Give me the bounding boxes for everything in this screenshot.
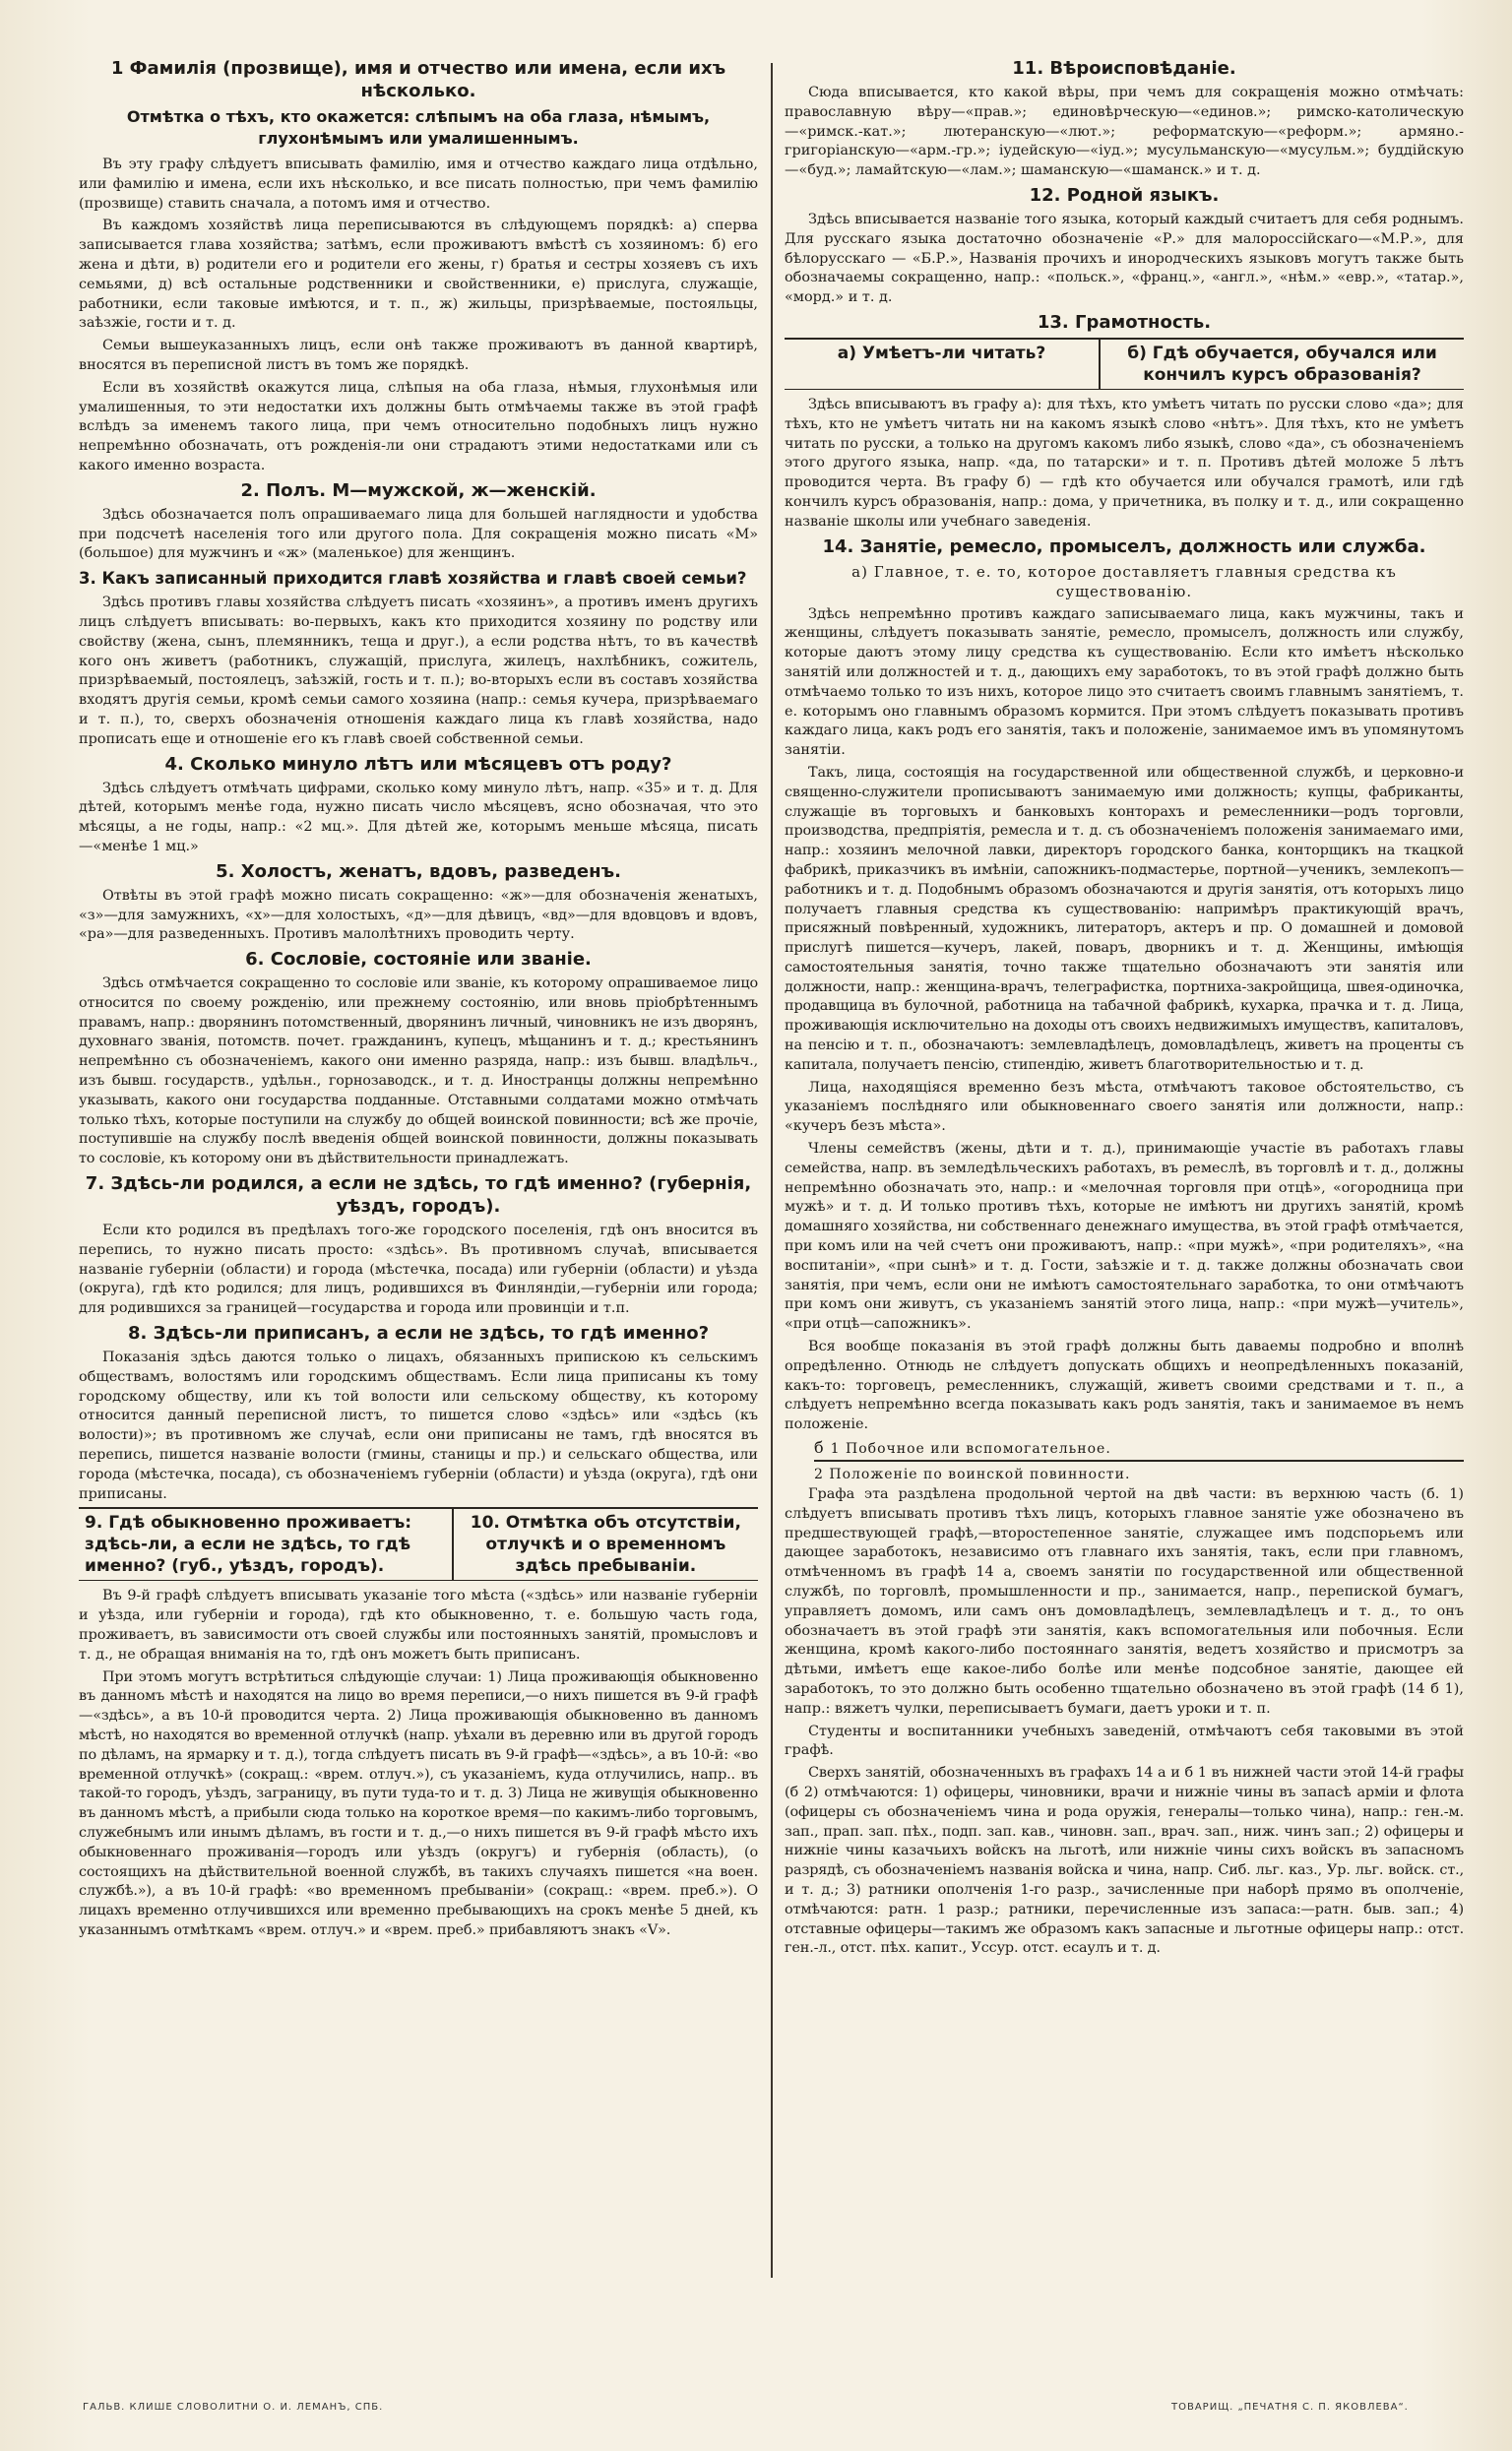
section-2-paragraph: Здѣсь обозначается полъ опрашиваемаго лица для большей наглядности и удобства при подсчетѣ населенія того или другого пола. Для сокращенія можно писать «М» (большое) для мужчинъ и «ж» (маленькое) для женщинъ.: [79, 506, 758, 562]
section-3-title: 3. Какъ записанный приходится главѣ хозяйства и главѣ своей семьи?: [79, 569, 747, 589]
section-1-paragraph: Въ эту графу слѣдуетъ вписывать фамилію, имя и отчество каждаго лица отдѣльно, или фамилію и имена, если ихъ нѣсколько, и все писать полностью, при чемъ фамилію (прозвище) ставить сначала, а потомъ имя и отчество.: [79, 157, 758, 212]
sections-9-10-header: [79, 1507, 758, 1581]
section-13-title: 13. Грамотность.: [1037, 311, 1212, 333]
section-12-paragraph: Здѣсь вписывается названіе того языка, который каждый считаетъ для себя роднымъ. Для русскаго языка достаточно обозначеніе «Р.» для малороссійскаго—«М.Р.», для бѣлорусскаго — «Б.Р.», Названія прочихъ и инородческихъ языковъ могутъ также быть обозначаемы сокращенно, напр.: «польск.», «франц.», «англ.», «нѣм.» «евр.», «татар.», «морд.» и т. д.: [785, 211, 1464, 306]
section-7-paragraph: Если кто родился въ предѣлахъ того-же городского поселенія, гдѣ онъ вносится въ перепись, то нужно писать просто: «здѣсь». Въ противномъ случаѣ, вписывается названіе губерніи (области) и города (мѣстечка, посада) или губерніи (области) и уѣзда (округа), гдѣ кто родился; для лицъ, родившихся въ Финляндіи,—губерніи или города; для родившихся за границей—государства и города или провинціи и т.п.: [79, 1223, 758, 1317]
section-14b1-title: 1 Побочное или вспомогательное.: [830, 1441, 1111, 1458]
section-5-title: 5. Холостъ, женатъ, вдовъ, разведенъ.: [216, 860, 621, 882]
section-10-title: 10. Отмѣтка объ отсутствіи, отлучкѣ и о временномъ здѣсь пребываніи.: [470, 1513, 741, 1577]
section-14b-paragraph: Графа эта раздѣлена продольной чертой на двѣ части: въ верхнюю часть (б. 1) слѣдуетъ вписывать противъ тѣхъ лицъ, которыхъ главное занятіе уже обозначено въ предшествующей графѣ,—второстепенное занятіе, служащее имъ подспорьемъ или дающее заработокъ, независимо отъ главнаго ихъ занятія, такъ, если при главномъ, отмѣченномъ въ графѣ 14 а, своемъ занятіи по государственной или общественной службѣ, по торговлѣ, промышленности и пр., занимается, напр., перепиской бумагъ, управляетъ домомъ, или самъ онъ домовладѣлецъ, землевладѣлецъ и т. д., то онъ обозначаетъ въ этой графѣ эти занятія, какъ вспомогательныя или побочныя. Если женщина, кромѣ какого-либо постояннаго занятія, ведетъ хозяйство и присмотръ за дѣтьми, имѣетъ еще какое-либо болѣе или менѣе подсобное занятіе, дающее ей заработокъ, то это должно быть особенно тщательно обозначено въ этой графѣ (14 б 1), напр.: вяжетъ чулки, переписываетъ бумаги, даетъ уроки и т. п.: [785, 1486, 1464, 1717]
section-14b-paragraph: Студенты и воспитанники учебныхъ заведеній, отмѣчаютъ себя таковыми въ этой графѣ.: [785, 1723, 1464, 1759]
section-6-title: 6. Сословіе, состояніе или званіе.: [245, 949, 592, 971]
section-1-title: 1 Фамилія (прозвище), имя и отчество или имена, если ихъ нѣсколько.: [110, 58, 726, 101]
section-14-title: 14. Занятіе, ремесло, промыселъ, должность или служба.: [822, 535, 1426, 557]
section-1-note: Отмѣтка о тѣхъ, кто окажется: слѣпымъ на оба глаза, нѣмымъ, глухонѣмымъ или умалишеннымъ.: [126, 107, 711, 148]
section-14-paragraph: Члены семействъ (жены, дѣти и т. д.), принимающіе участіе въ работахъ главы семейства, напр. въ земледѣльческихъ работахъ, въ ремеслѣ, въ торговлѣ и т. д., должны непремѣнно обозначать это, напр.: и «мелочная торговля при отцѣ», «огородница при мужѣ» и т. д. И только противъ тѣхъ, которые не имѣютъ ни другихъ занятій, кромѣ домашняго хозяйства, ни собственнаго денежнаго имущества, въ этой графѣ отмѣчается, при комъ или на чей счетъ они проживаютъ, напр.: «при мужѣ», «при родителяхъ», «на воспитаніи», «при сынѣ» и т. д. Гости, заѣзжіе и т. д. также должны обозначать свои занятія, при чемъ, если они не имѣютъ самостоятельнаго заработка, то они отмѣчаютъ при комъ они живутъ, съ указаніемъ занятій этого лица, напр.: «при мужѣ—учитель», «при отцѣ—сапожникъ».: [785, 1141, 1464, 1333]
section-6-paragraph: Здѣсь отмѣчается сокращенно то сословіе или званіе, къ которому опрашиваемое лицо относится по своему рожденію, или прежнему состоянію, или вновь пріобрѣтеннымъ правамъ, напр.: дворянинъ потомственный, дворянинъ личный, чиновникъ не изъ дворянъ, духовнаго званія, потомств. почет. гражданинъ, купецъ, мѣщанинъ и т. д.; крестьянинъ непремѣнно съ обозначеніемъ, какого они именно разряда, напр.: изъ бывш. владѣльч., изъ бывш. государств., удѣльн., горнозаводск., и т. д. Иностранцы должны непремѣнно указывать, какого они государства подданные. Отставными солдатами можно отмѣчать только тѣхъ, которые поступили на службу до общей воинской повинности; всѣ же прочіе, поступившіе на службу послѣ введенія общей воинской повинности, должны показывать то сословіе, къ которому они въ дѣйствительности принадлежатъ.: [79, 975, 758, 1167]
section-1-paragraph: Семьи вышеуказанныхъ лицъ, если онѣ также проживаютъ въ данной квартирѣ, вносятся въ переписной листъ въ томъ же порядкѣ.: [79, 338, 758, 373]
section-13b-title: б) Гдѣ обучается, обучался или кончилъ курсъ образованія?: [1127, 343, 1437, 385]
section-14-paragraph: Лица, находящіяся временно безъ мѣста, отмѣчаютъ таковое обстоятельство, съ указаніемъ послѣдняго или обыкновеннаго своего занятія или должности, напр.: «кучеръ безъ мѣста».: [785, 1079, 1464, 1135]
section-5-paragraph: Отвѣты въ этой графѣ можно писать сокращенно: «ж»—для обозначенія женатыхъ, «з»—для замужнихъ, «х»—для холостыхъ, «д»—для дѣвицъ, «вд»—для вдовцовъ и вдовъ, «ра»—для разведенныхъ. Противъ малолѣтнихъ проводить черту.: [79, 887, 758, 943]
section-14b-index: б: [814, 1438, 825, 1458]
section-8-title: 8. Здѣсь-ли приписанъ, а если не здѣсь, то гдѣ именно?: [127, 1323, 710, 1345]
section-14b2-title: 2 Положеніе по воинской повинности.: [814, 1467, 1131, 1483]
section-14b-header: [814, 1439, 1464, 1483]
section-14b-paragraph: Сверхъ занятій, обозначенныхъ въ графахъ 14 а и б 1 въ нижней части этой 14-й графы (б 2) отмѣчаются: 1) офицеры, чиновники, врачи и нижніе чины въ запасѣ арміи и флота (офицеры съ обозначеніемъ чина и рода оружія, генералы—только чина), напр.: ген.-м. зап., прап. зап. пѣх., подп. зап. кав., чиновн. зап., врач. зап., ниж. чинъ зап.; 2) офицеры и нижніе чины казачьихъ войскъ на льготѣ, или нижніе чины сихъ войскъ въ запасномъ разрядѣ, съ обозначеніемъ названія войска и чина, напр. Сиб. льг. каз., Ур. льг. войск. ст., и т. д.; 3) ратники ополченія 1-го разр., зачисленные при наборѣ прямо въ ополченіе, отмѣчаются: ратн. 1 разр.; ратники, перечисленные изъ запаса:—ратн. быв. зап.; 4) отставные офицеры—такимъ же образомъ какъ запасные и льготные офицеры напр.: отст. ген.-л., отст. пѣх. капит., Уссур. отст. есаулъ и т. д.: [785, 1765, 1464, 1957]
section-1-paragraph: Въ каждомъ хозяйствѣ лица переписываются въ слѣдующемъ порядкѣ: а) сперва записывается глава хозяйства; затѣмъ, если проживаютъ вмѣстѣ съ хозяиномъ: б) его жена и дѣти, в) родители его и родители его жены, г) братья и сестры хозяевъ съ ихъ семьями, д) всѣ остальные родственники и свойственники, е) прислуга, служащіе, работники, если таковые имѣются, и т. п., ж) жильцы, призрѣваемые, постояльцы, заѣзжіе, гости и т. д.: [79, 218, 758, 332]
column-divider: [771, 63, 773, 2278]
section-1-paragraph: Если въ хозяйствѣ окажутся лица, слѣпыя на оба глаза, нѣмыя, глухонѣмыя или умалишенныя, то эти недостатки ихъ должны быть отмѣчаемы также въ этой графѣ вслѣдъ за именемъ такого лица, при чемъ относительно подобныхъ лицъ нужно непремѣнно обозначать, отъ рожденія-ли они страдаютъ этими недостатками или съ какого именно возраста.: [79, 379, 758, 473]
section-4-title: 4. Сколько минуло лѣтъ или мѣсяцевъ отъ роду?: [164, 753, 672, 775]
section-2-title: 2. Полъ. М—мужской, ж—женскій.: [240, 479, 597, 501]
section-4-paragraph: Здѣсь слѣдуетъ отмѣчать цифрами, сколько кому минуло лѣтъ, напр. «35» и т. д. Для дѣтей, которымъ менѣе года, нужно писать число мѣсяцевъ, ясно обозначая, что это мѣсяцы, а не годы, напр.: «2 мц.». Для дѣтей же, которымъ меньше мѣсяца, писать—«менѣе 1 мц.»: [79, 780, 758, 854]
section-7-title: 7. Здѣсь-ли родился, а если не здѣсь, то гдѣ именно? (губернія, уѣздъ, городъ).: [85, 1173, 752, 1218]
section-8-paragraph: Показанія здѣсь даются только о лицахъ, обязанныхъ припискою къ сельскимъ обществамъ, волостямъ или городскимъ обществамъ. Если лица приписаны къ тому городскому обществу, или къ той волости или сельскому обществу, къ которому относится данный переписной листъ, то пишется слово «здѣсь» или «здѣсь (къ волости)»; въ противномъ же случаѣ, если они приписаны не тамъ, гдѣ вносятся въ перепись, пишется названіе волости (гмины, станицы и пр.) и сельскаго общества, или города (мѣстечка, посада), съ обозначеніемъ губерніи (области) и уѣзда (округа), гдѣ они приписаны.: [79, 1350, 758, 1502]
section-14a-subtitle: а) Главное, т. е. то, которое доставляетъ главныя средства къ существованію.: [851, 562, 1397, 600]
section-14-paragraph: Вся вообще показанія въ этой графѣ должны быть даваемы подробно и вполнѣ опредѣленно. Отнюдь не слѣдуетъ допускать общихъ и неопредѣленныхъ показаній, какъ-то: торговецъ, ремесленникъ, служащій, живетъ своими средствами и т. п., а слѣдуетъ непремѣнно всегда показывать какъ родъ занятія, такъ и занимаемое въ немъ положеніе.: [785, 1339, 1464, 1433]
right-column: [785, 57, 1464, 1962]
section-11-paragraph: Сюда вписывается, кто какой вѣры, при чемъ для сокращенія можно отмѣчать: православную вѣру—«прав.»; единовѣрческую—«единов.»; римско-католическую—«римск.-кат.»; лютеранскую—«лют.»; реформатскую—«реформ.»; армяно.-григоріанскую—«арм.-гр.»; іудейскую—«іуд.»; мусульманскую—«мусульм.»; буддійскую—«буд.»; ламайтскую—«лам.»; шаманскую—«шаманск.» и т. д.: [785, 85, 1464, 179]
section-9-10-paragraph: При этомъ могутъ встрѣтиться слѣдующіе случаи: 1) Лица проживающія обыкновенно въ данномъ мѣстѣ и находятся на лицо во время переписи,—о нихъ пишется въ 9-й графѣ—«здѣсь», а въ 10-й проводится черта. 2) Лица проживающія обыкновенно въ данномъ мѣстѣ, но находятся во временной отлучкѣ (напр. уѣхали въ деревню или въ другой городъ по дѣламъ, на ярмарку и т. д.), тогда слѣдуетъ писать въ 9-й графѣ—«здѣсь», а въ 10-й: «во временной отлучкѣ» (сокращ.: «врем. отлуч.»), съ указаніемъ, куда отлучились, напр.. въ такой-то городъ, уѣздъ, заграницу, въ пути туда-то и т. д. 3) Лица не живущія обыкновенно въ данномъ мѣстѣ, а прибыли сюда только на короткое время—по какимъ-либо торговымъ, служебнымъ или инымъ дѣламъ, въ гости и т. д.,—о нихъ пишется въ 9-й графѣ мѣсто ихъ обыкновеннаго проживанія—городъ или уѣздъ (округъ) и губернія (область), (о состоящихъ на дѣйствительной военной службѣ, въ такихъ случаяхъ пишется «на воен. службѣ.»), а въ 10-й графѣ: «во временномъ пребываніи» (сокращ.: «врем. преб.»). О лицахъ временно отлучившихся или временно пребывающихъ на срокъ менѣе 5 дней, къ указаннымъ отмѣткамъ «врем. отлуч.» и «врем. преб.» прибавляютъ знакъ «V».: [79, 1668, 758, 1938]
section-3-paragraph: Здѣсь противъ главы хозяйства слѣдуетъ писать «хозяинъ», а противъ именъ другихъ лицъ слѣдуетъ вписывать: во-первыхъ, какъ кто приходится хозяину по родству или свойству (жена, сынъ, племянникъ, теща и друг.), а если родства нѣтъ, то въ качествѣ кого онъ живетъ (работникъ, служащій, прислуга, жилецъ, нахлѣбникъ, сожитель, призрѣваемый, постоялецъ, заѣзжій, гость и т. п.); во-вторыхъ если въ составъ хозяйства входятъ другія семьи, кромѣ семьи самого хозяина (напр.: семья кучера, призрѣваемаго и т. п.), то, сверхъ обозначенія отношенія каждаго лица къ главѣ хозяйства, надо прописать еще и отношеніе его къ главѣ своей собственной семьи.: [79, 595, 758, 747]
section-14-paragraph: Здѣсь непремѣнно противъ каждаго записываемаго лица, какъ мужчины, такъ и женщины, слѣдуетъ показывать занятіе, ремесло, промыселъ, должность или службу, которые даютъ этому лицу средства къ существованію. Если кто имѣетъ нѣсколько занятій или должностей и т. д., дающихъ ему заработокъ, то въ этой графѣ должно быть отмѣчаемо только то изъ нихъ, которое лицо это считаетъ своимъ главнымъ занятіемъ, т. е. которымъ оно главнымъ образомъ кормится. При этомъ слѣдуетъ показывать противъ каждаго лица, какъ родъ его занятія, такъ и положеніе, занимаемое имъ въ упомянутомъ занятіи.: [785, 605, 1464, 759]
printer-credit-right: ТОВАРИЩ. „ПЕЧАТНЯ С. П. ЯКОВЛЕВА“.: [1171, 2402, 1409, 2413]
printer-credit-left: ГАЛЬВ. КЛИШЕ СЛОВОЛИТНИ О. И. ЛЕМАНЪ, СПБ.: [83, 2402, 384, 2413]
section-13a-title: а) Умѣетъ-ли читать?: [785, 340, 1101, 389]
section-12-title: 12. Родной языкъ.: [1029, 184, 1220, 206]
section-9-10-paragraph: Въ 9-й графѣ слѣдуетъ вписывать указаніе того мѣста («здѣсь» или названіе губерніи и уѣзда, или губерніи и города), гдѣ кто обыкновенно, т. е. большую часть года, проживаетъ, въ зависимости отъ своей службы или постоянныхъ занятій, промысловъ и т. д., не обращая вниманія на то, гдѣ онъ можетъ быть приписанъ.: [79, 1588, 758, 1663]
section-11-title: 11. Вѣроисповѣданіе.: [1012, 58, 1236, 79]
section-14-paragraph: Такъ, лица, состоящія на государственной или общественной службѣ, и церковно-и священно-служители прописываютъ занимаемую ими должность; купцы, фабриканты, служащіе въ торговыхъ и банковыхъ конторахъ и ремесленники—родъ торговли, производства, предпріятія, ремесла и т. д. съ обозначеніемъ положенія занимаемаго ими, напр.: хозяинъ мелочной лавки, директоръ городского банка, конторщикъ на ткацкой фабрикѣ, приказчикъ въ имѣніи, сапожникъ-подмастерье, портной—ученикъ, землекопъ—работникъ и т. д. Подобнымъ образомъ обозначаются и другія занятія, отъ которыхъ лицо получаетъ главныя средства къ существованію: напримѣръ практикующій врачъ, присяжный повѣренный, художникъ, литераторъ, актеръ и пр. О домашней и домовой прислугѣ пишется—кучеръ, лакей, поваръ, дворникъ и т. д. Женщины, имѣющія самостоятельныя занятія, точно также тщательно обозначаютъ эти занятія или должности, напр.: женщина-врачъ, телеграфистка, портниха-закройщица, швея-одиночка, продавщица въ булочной, работница на табачной фабрикѣ, кухарка, прачка и т. д. Лица, проживающія исключительно на доходы отъ своихъ недвижимыхъ имуществъ, капиталовъ, на пенсію и т. п., обозначаютъ: землевладѣлецъ, домовладѣлецъ, живетъ на проценты съ капитала, получаетъ пенсію, стипендію, живетъ благотворительностью и т. д.: [785, 764, 1464, 1073]
section-14b-divider: [814, 1460, 1464, 1462]
section-13-header: [785, 338, 1464, 390]
left-column: [79, 57, 758, 1944]
section-13-paragraph: Здѣсь вписываютъ въ графу а): для тѣхъ, кто умѣетъ читать по русски слово «да»; для тѣхъ, кто не умѣетъ читать ни на какомъ языкѣ слово «нѣтъ». Для тѣхъ, кто не умѣетъ читать по русски, а только на другомъ какомъ либо языкѣ, слово «да», съ обозначеніемъ этого другого языка, напр. «да, по татарски» и т. п. Противъ дѣтей моложе 5 лѣтъ проводится черта. Въ графу б) — гдѣ кто обучается или обучался грамотѣ, или гдѣ кончилъ курсъ образованія, напр.: дома, у причетника, въ полку и т. д., или сокращенно названіе школы или учебнаго заведенія.: [785, 396, 1464, 530]
section-9-title: 9. Гдѣ обыкновенно проживаетъ: здѣсь-ли, а если не здѣсь, то гдѣ именно? (губ., уѣздъ, городъ).: [79, 1509, 454, 1580]
